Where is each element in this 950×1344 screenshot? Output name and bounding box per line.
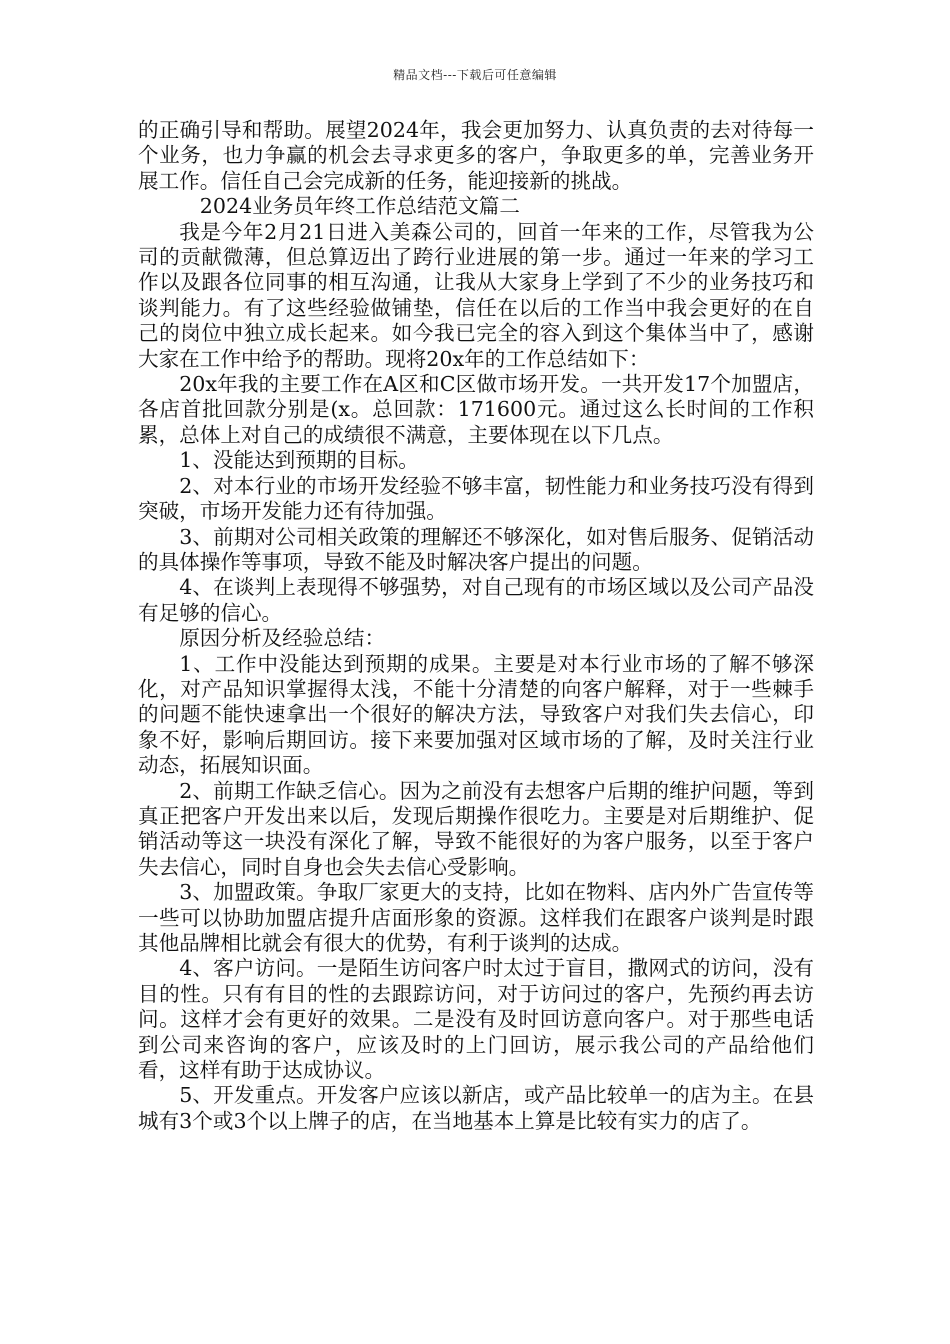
paragraph: 我是今年2月21日进入美森公司的，回首一年来的工作，尽管我为公司的贡献微薄，但总算迈出了跨行业进展的第一步。通过一年来的学习工作以及跟各位同事的相互沟通，让我从大家身上学到了不少的业务技巧和谈判能力。有了这些经验做铺垫，信任在以后的工作当中我会更好的在自己的岗位中独立成长起来。如今我已完全的容入到这个集体当中了，感谢大家在工作中给予的帮助。现将20x年的工作总结如下： [138, 219, 814, 371]
page-header: 精品文档---下载后可任意编辑 [393, 68, 557, 82]
list-item: 2、对本行业的市场开发经验不够丰富，韧性能力和业务技巧没有得到突破，市场开发能力还有待加强。 [138, 473, 814, 524]
section-title: 2024业务员年终工作总结范文篇二 [199, 194, 520, 219]
list-item: 1、工作中没能达到预期的成果。主要是对本行业市场的了解不够深化，对产品知识掌握得太浅，不能十分清楚的向客户解释，对于一些棘手的问题不能快速拿出一个很好的解决方法，导致客户对我们失去信心，印象不好，影响后期回访。接下来要加强对区域市场的了解，及时关注行业动态，拓展知识面。 [138, 651, 814, 778]
document-body [138, 118, 814, 1134]
list-item: 4、客户访问。一是陌生访问客户时太过于盲目，撒网式的访问，没有目的性。只有有目的性的去跟踪访问，对于访问过的客户，先预约再去访问。这样才会有更好的效果。二是没有及时回访意向客户。对于那些电话到公司来咨询的客户，应该及时的上门回访，展示我公司的产品给他们看，这样有助于达成协议。 [138, 956, 814, 1083]
list-item: 1、没能达到预期的目标。 [179, 448, 419, 473]
list-item: 4、在谈判上表现得不够强势，对自己现有的市场区域以及公司产品没有足够的信心。 [138, 575, 814, 625]
list-item: 2、前期工作缺乏信心。因为之前没有去想客户后期的维护问题，等到真正把客户开发出来以后，发现后期操作很吃力。主要是对后期维护、促销活动等这一块没有深化了解，导致不能很好的为客户服务，以至于客户失去信心，同时自身也会失去信心受影响。 [138, 778, 814, 879]
paragraph: 的正确引导和帮助。展望2024年，我会更加努力、认真负责的去对待每一个业务，也力争赢的机会去寻求更多的客户，争取更多的单，完善业务开展工作。信任自己会完成新的任务，能迎接新的挑战。 [138, 118, 814, 193]
subheading: 原因分析及经验总结： [179, 626, 386, 651]
list-item: 3、前期对公司相关政策的理解还不够深化，如对售后服务、促销活动的具体操作等事项，导致不能及时解决客户提出的问题。 [138, 524, 814, 574]
list-item: 5、开发重点。开发客户应该以新店，或产品比较单一的店为主。在县城有3个或3个以上牌子的店，在当地基本上算是比较有实力的店了。 [138, 1083, 814, 1133]
list-item: 3、加盟政策。争取厂家更大的支持，比如在物料、店内外广告宣传等一些可以协助加盟店提升店面形象的资源。这样我们在跟客户谈判是时跟其他品牌相比就会有很大的优势，有利于谈判的达成。 [138, 880, 814, 955]
paragraph: 20x年我的主要工作在A区和C区做市场开发。一共开发17个加盟店，各店首批回款分别是(x。总回款：171600元。通过这么长时间的工作积累，总体上对自己的成绩很不满意，主要体现在以下几点。 [138, 372, 814, 447]
